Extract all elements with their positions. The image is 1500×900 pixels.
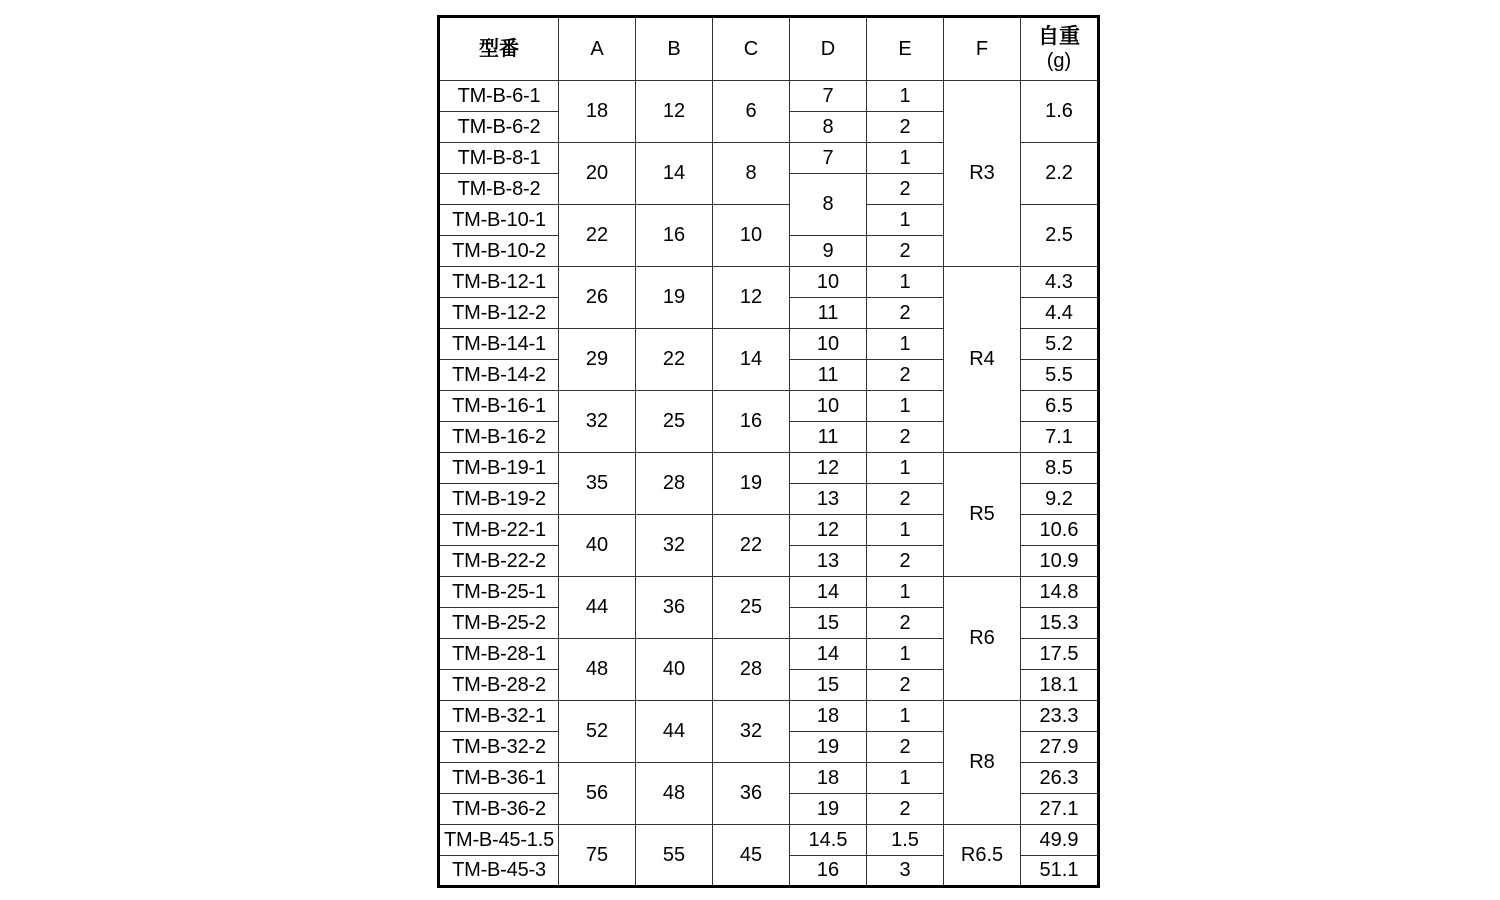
cell-a: 18 <box>559 81 636 143</box>
cell-c: 8 <box>713 143 790 205</box>
cell-d: 8 <box>790 174 867 236</box>
cell-model: TM-B-16-1 <box>439 391 559 422</box>
cell-d: 10 <box>790 267 867 298</box>
cell-f: R6 <box>944 577 1021 701</box>
cell-model: TM-B-6-1 <box>439 81 559 112</box>
cell-model: TM-B-12-2 <box>439 298 559 329</box>
cell-f: R6.5 <box>944 825 1021 887</box>
cell-model: TM-B-10-2 <box>439 236 559 267</box>
col-header-e: E <box>867 17 944 81</box>
cell-weight: 6.5 <box>1021 391 1099 422</box>
cell-model: TM-B-36-2 <box>439 794 559 825</box>
cell-weight: 49.9 <box>1021 825 1099 856</box>
cell-a: 29 <box>559 329 636 391</box>
cell-b: 22 <box>636 329 713 391</box>
col-header-f: F <box>944 17 1021 81</box>
cell-model: TM-B-36-1 <box>439 763 559 794</box>
cell-d: 11 <box>790 360 867 391</box>
cell-a: 20 <box>559 143 636 205</box>
cell-weight: 4.3 <box>1021 267 1099 298</box>
cell-a: 40 <box>559 515 636 577</box>
cell-model: TM-B-14-2 <box>439 360 559 391</box>
cell-weight: 17.5 <box>1021 639 1099 670</box>
cell-e: 1 <box>867 81 944 112</box>
cell-c: 6 <box>713 81 790 143</box>
cell-d: 8 <box>790 112 867 143</box>
cell-c: 22 <box>713 515 790 577</box>
cell-d: 11 <box>790 298 867 329</box>
cell-model: TM-B-6-2 <box>439 112 559 143</box>
cell-f: R3 <box>944 81 1021 267</box>
cell-e: 1 <box>867 763 944 794</box>
cell-weight: 23.3 <box>1021 701 1099 732</box>
cell-b: 55 <box>636 825 713 887</box>
table-row <box>439 825 1099 856</box>
cell-d: 14 <box>790 577 867 608</box>
cell-model: TM-B-22-1 <box>439 515 559 546</box>
cell-d: 12 <box>790 515 867 546</box>
cell-e: 1.5 <box>867 825 944 856</box>
cell-weight: 4.4 <box>1021 298 1099 329</box>
table-row <box>439 453 1099 484</box>
cell-e: 1 <box>867 701 944 732</box>
cell-e: 2 <box>867 794 944 825</box>
cell-e: 1 <box>867 329 944 360</box>
cell-e: 2 <box>867 608 944 639</box>
cell-d: 15 <box>790 670 867 701</box>
cell-c: 10 <box>713 205 790 267</box>
cell-d: 7 <box>790 143 867 174</box>
cell-e: 2 <box>867 360 944 391</box>
cell-f: R8 <box>944 701 1021 825</box>
cell-b: 14 <box>636 143 713 205</box>
col-header-b: B <box>636 17 713 81</box>
cell-weight: 2.2 <box>1021 143 1099 205</box>
cell-model: TM-B-32-1 <box>439 701 559 732</box>
cell-model: TM-B-19-1 <box>439 453 559 484</box>
table-row <box>439 701 1099 732</box>
cell-e: 1 <box>867 515 944 546</box>
cell-b: 28 <box>636 453 713 515</box>
cell-model: TM-B-32-2 <box>439 732 559 763</box>
cell-weight: 9.2 <box>1021 484 1099 515</box>
cell-d: 16 <box>790 856 867 887</box>
cell-b: 12 <box>636 81 713 143</box>
cell-weight: 2.5 <box>1021 205 1099 267</box>
cell-f: R5 <box>944 453 1021 577</box>
cell-weight: 51.1 <box>1021 856 1099 887</box>
cell-model: TM-B-45-3 <box>439 856 559 887</box>
cell-e: 1 <box>867 639 944 670</box>
cell-c: 16 <box>713 391 790 453</box>
cell-weight: 10.6 <box>1021 515 1099 546</box>
header-row <box>439 17 1099 81</box>
cell-e: 2 <box>867 236 944 267</box>
cell-model: TM-B-28-2 <box>439 670 559 701</box>
cell-e: 1 <box>867 577 944 608</box>
cell-c: 19 <box>713 453 790 515</box>
cell-e: 1 <box>867 267 944 298</box>
cell-d: 7 <box>790 81 867 112</box>
cell-b: 25 <box>636 391 713 453</box>
cell-c: 36 <box>713 763 790 825</box>
spec-table-container <box>437 15 1100 888</box>
cell-c: 45 <box>713 825 790 887</box>
cell-e: 3 <box>867 856 944 887</box>
cell-a: 35 <box>559 453 636 515</box>
cell-weight: 15.3 <box>1021 608 1099 639</box>
cell-d: 14.5 <box>790 825 867 856</box>
cell-e: 2 <box>867 546 944 577</box>
cell-e: 2 <box>867 298 944 329</box>
cell-b: 40 <box>636 639 713 701</box>
cell-model: TM-B-8-1 <box>439 143 559 174</box>
table-row <box>439 81 1099 112</box>
cell-model: TM-B-19-2 <box>439 484 559 515</box>
cell-b: 36 <box>636 577 713 639</box>
cell-a: 52 <box>559 701 636 763</box>
cell-e: 2 <box>867 732 944 763</box>
cell-weight: 27.1 <box>1021 794 1099 825</box>
col-header-a: A <box>559 17 636 81</box>
cell-model: TM-B-12-1 <box>439 267 559 298</box>
cell-b: 16 <box>636 205 713 267</box>
cell-d: 11 <box>790 422 867 453</box>
cell-e: 1 <box>867 205 944 236</box>
cell-a: 26 <box>559 267 636 329</box>
cell-weight: 27.9 <box>1021 732 1099 763</box>
cell-weight: 5.2 <box>1021 329 1099 360</box>
cell-e: 1 <box>867 143 944 174</box>
cell-weight: 26.3 <box>1021 763 1099 794</box>
cell-weight: 14.8 <box>1021 577 1099 608</box>
cell-model: TM-B-22-2 <box>439 546 559 577</box>
cell-d: 18 <box>790 701 867 732</box>
cell-weight: 8.5 <box>1021 453 1099 484</box>
cell-d: 14 <box>790 639 867 670</box>
cell-d: 10 <box>790 329 867 360</box>
cell-b: 48 <box>636 763 713 825</box>
cell-d: 19 <box>790 794 867 825</box>
cell-a: 22 <box>559 205 636 267</box>
weight-unit-label: (g) <box>1046 50 1072 73</box>
col-header-d: D <box>790 17 867 81</box>
cell-a: 32 <box>559 391 636 453</box>
cell-e: 1 <box>867 453 944 484</box>
cell-a: 48 <box>559 639 636 701</box>
col-header-model: 型番 <box>439 17 559 81</box>
cell-model: TM-B-16-2 <box>439 422 559 453</box>
cell-e: 2 <box>867 174 944 205</box>
cell-weight: 1.6 <box>1021 81 1099 143</box>
table-row <box>439 267 1099 298</box>
cell-f: R4 <box>944 267 1021 453</box>
cell-weight: 18.1 <box>1021 670 1099 701</box>
cell-model: TM-B-45-1.5 <box>439 825 559 856</box>
cell-d: 13 <box>790 484 867 515</box>
cell-d: 13 <box>790 546 867 577</box>
cell-model: TM-B-25-1 <box>439 577 559 608</box>
cell-d: 9 <box>790 236 867 267</box>
cell-c: 12 <box>713 267 790 329</box>
cell-weight: 7.1 <box>1021 422 1099 453</box>
cell-b: 19 <box>636 267 713 329</box>
col-header-c: C <box>713 17 790 81</box>
table-row <box>439 577 1099 608</box>
cell-e: 1 <box>867 391 944 422</box>
cell-d: 10 <box>790 391 867 422</box>
cell-d: 12 <box>790 453 867 484</box>
cell-model: TM-B-14-1 <box>439 329 559 360</box>
cell-a: 75 <box>559 825 636 887</box>
cell-c: 14 <box>713 329 790 391</box>
cell-e: 2 <box>867 484 944 515</box>
cell-weight: 10.9 <box>1021 546 1099 577</box>
cell-b: 44 <box>636 701 713 763</box>
cell-model: TM-B-25-2 <box>439 608 559 639</box>
cell-d: 15 <box>790 608 867 639</box>
cell-e: 2 <box>867 112 944 143</box>
col-header-weight <box>1021 17 1099 81</box>
cell-a: 44 <box>559 577 636 639</box>
cell-model: TM-B-10-1 <box>439 205 559 236</box>
cell-weight: 5.5 <box>1021 360 1099 391</box>
cell-e: 2 <box>867 422 944 453</box>
weight-label: 自重 <box>1038 24 1080 48</box>
cell-c: 28 <box>713 639 790 701</box>
cell-d: 18 <box>790 763 867 794</box>
cell-model: TM-B-28-1 <box>439 639 559 670</box>
cell-c: 25 <box>713 577 790 639</box>
cell-a: 56 <box>559 763 636 825</box>
cell-c: 32 <box>713 701 790 763</box>
cell-model: TM-B-8-2 <box>439 174 559 205</box>
spec-table <box>437 15 1100 888</box>
cell-e: 2 <box>867 670 944 701</box>
cell-d: 19 <box>790 732 867 763</box>
cell-b: 32 <box>636 515 713 577</box>
